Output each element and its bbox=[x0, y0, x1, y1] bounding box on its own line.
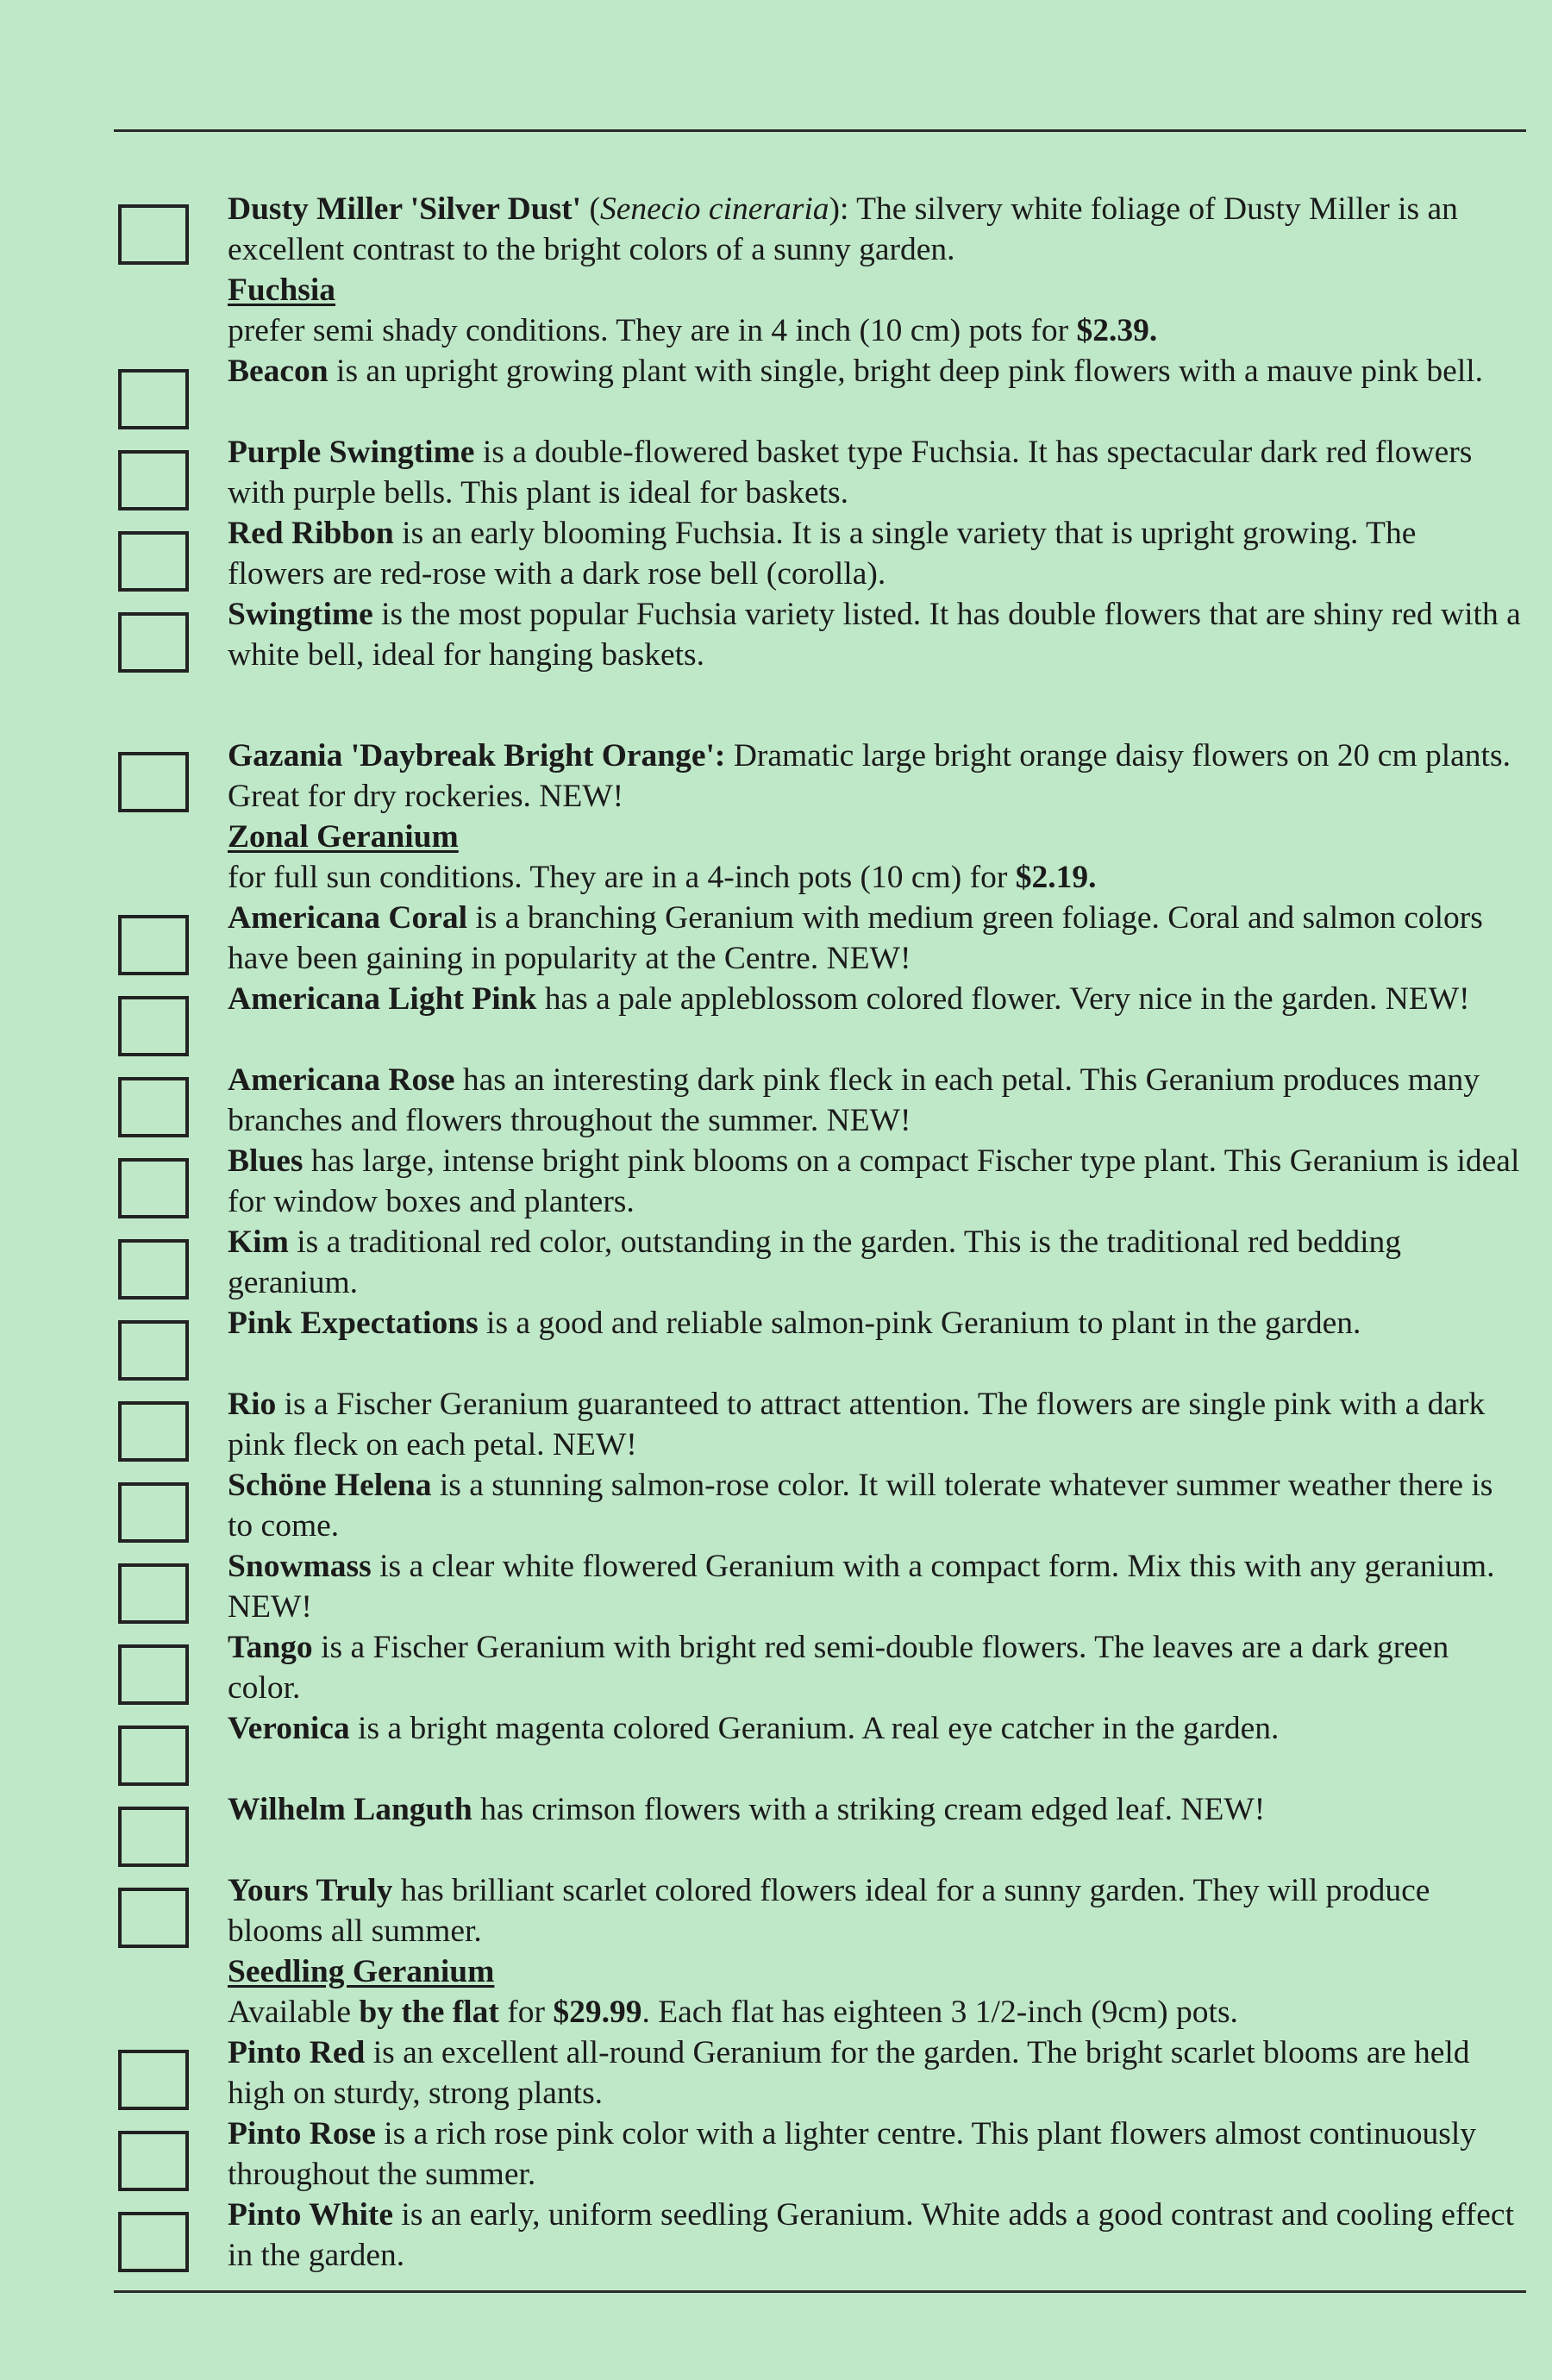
item-name: Purple Swingtime bbox=[228, 435, 475, 470]
item-name: Pinto Red bbox=[228, 2035, 366, 2070]
item-schone-helena bbox=[228, 1465, 1521, 1546]
bottom-rule bbox=[114, 2290, 1526, 2293]
checkbox-pinto-white[interactable] bbox=[118, 2212, 189, 2272]
checkbox-yours-truly[interactable] bbox=[118, 1888, 189, 1948]
item-snowmass bbox=[228, 1546, 1521, 1627]
latin-name: Senecio cineraria bbox=[599, 191, 829, 227]
item-desc: has a pale appleblossom colored flower. Very nice in the garden. NEW! bbox=[536, 981, 1470, 1017]
item-pinto-rose bbox=[228, 2114, 1521, 2195]
section-intro-fuchsia bbox=[228, 310, 1521, 351]
item-name: Schöne Helena bbox=[228, 1468, 432, 1503]
section-heading-seedling-geranium: Seedling Geranium bbox=[228, 1954, 495, 1989]
checkbox-pinto-red[interactable] bbox=[118, 2050, 189, 2110]
item-name: Pink Expectations bbox=[228, 1306, 479, 1341]
checkbox-schone-helena[interactable] bbox=[118, 1482, 189, 1543]
top-rule bbox=[114, 129, 1526, 132]
item-desc: is an early blooming Fuchsia. It is a single variety that is upright growing. The flowers are red-rose with a dark rose bell (corolla). bbox=[228, 516, 1417, 592]
section-intro-zonal-geranium bbox=[228, 857, 1521, 898]
item-desc: is a Fischer Geranium guaranteed to attract attention. The flowers are single pink with a dark pink fleck on each petal. NEW! bbox=[228, 1387, 1486, 1462]
item-desc: is a Fischer Geranium with bright red semi-double flowers. The leaves are a dark green color. bbox=[228, 1630, 1449, 1706]
price: $2.39. bbox=[1076, 313, 1158, 348]
checkbox-veronica[interactable] bbox=[118, 1726, 189, 1786]
item-desc: has brilliant scarlet colored flowers ideal for a sunny garden. They will produce blooms all summer. bbox=[228, 1873, 1430, 1949]
checkbox-americana-light-pink[interactable] bbox=[118, 996, 189, 1056]
item-name: Swingtime bbox=[228, 597, 373, 632]
checkbox-beacon[interactable] bbox=[118, 369, 189, 429]
item-yours-truly bbox=[228, 1870, 1521, 1951]
item-pinto-red bbox=[228, 2032, 1521, 2114]
item-name: Wilhelm Languth bbox=[228, 1792, 472, 1827]
item-desc: is a good and reliable salmon-pink Geranium to plant in the garden. bbox=[478, 1306, 1361, 1341]
item-name: Rio bbox=[228, 1387, 277, 1422]
item-desc: is an early, uniform seedling Geranium. White adds a good contrast and cooling effect in the garden. bbox=[228, 2197, 1514, 2273]
item-beacon bbox=[228, 351, 1521, 391]
item-dusty-miller bbox=[228, 189, 1521, 270]
item-name: Blues bbox=[228, 1143, 304, 1179]
item-name: Veronica bbox=[228, 1711, 350, 1746]
intro-text: prefer semi shady conditions. They are in 4 inch (10 cm) pots for bbox=[228, 313, 1077, 348]
item-desc: is an upright growing plant with single, bright deep pink flowers with a mauve pink bell. bbox=[328, 354, 1484, 389]
item-desc: The silvery white foliage of Dusty Miller is an excellent contrast to the bright colors of a sunny garden. bbox=[228, 191, 1458, 267]
item-red-ribbon bbox=[228, 513, 1521, 594]
item-desc: is a clear white flowered Geranium with a compact form. Mix this with any geranium. NEW! bbox=[228, 1549, 1495, 1625]
checkbox-snowmass[interactable] bbox=[118, 1563, 189, 1624]
item-name: Beacon bbox=[228, 354, 329, 389]
item-wilhelm-languth bbox=[228, 1789, 1521, 1830]
intro-text: for full sun conditions. They are in a 4-inch pots (10 cm) for bbox=[228, 860, 1016, 895]
item-blues bbox=[228, 1141, 1521, 1222]
checkbox-red-ribbon[interactable] bbox=[118, 531, 189, 592]
item-name: Kim bbox=[228, 1224, 289, 1260]
item-desc: is a stunning salmon-rose color. It will tolerate whatever summer weather there is to come. bbox=[228, 1468, 1493, 1544]
item-desc: has large, intense bright pink blooms on a compact Fischer type plant. This Geranium is ideal for window boxes and planters. bbox=[228, 1143, 1520, 1219]
item-desc: is a double-flowered basket type Fuchsia. It has spectacular dark red flowers with purple bells. This plant is ideal for baskets. bbox=[228, 435, 1473, 510]
item-name: Yours Truly bbox=[228, 1873, 393, 1908]
intro-emphasis: by the flat bbox=[359, 1995, 499, 2030]
price: $2.19. bbox=[1015, 860, 1097, 895]
item-rio bbox=[228, 1384, 1521, 1465]
checkbox-rio[interactable] bbox=[118, 1401, 189, 1462]
checkbox-dusty-miller[interactable] bbox=[118, 204, 189, 265]
checkbox-americana-rose[interactable] bbox=[118, 1077, 189, 1137]
checkbox-purple-swingtime[interactable] bbox=[118, 450, 189, 510]
item-name: Americana Rose bbox=[228, 1062, 455, 1098]
item-americana-light-pink bbox=[228, 979, 1521, 1019]
item-desc: is a branching Geranium with medium green foliage. Coral and salmon colors have been gaining in popularity at the Centre. NEW! bbox=[228, 900, 1483, 976]
checkbox-pinto-rose[interactable] bbox=[118, 2131, 189, 2191]
item-desc: is a bright magenta colored Geranium. A real eye catcher in the garden. bbox=[349, 1711, 1280, 1746]
item-purple-swingtime bbox=[228, 432, 1521, 513]
item-desc: is an excellent all-round Geranium for the garden. The bright scarlet blooms are held high on sturdy, strong plants. bbox=[228, 2035, 1470, 2111]
item-swingtime bbox=[228, 594, 1521, 675]
item-name: Red Ribbon bbox=[228, 516, 394, 551]
item-desc: has an interesting dark pink fleck in each petal. This Geranium produces many branches and flowers throughout the summer. NEW! bbox=[228, 1062, 1480, 1138]
checkbox-blues[interactable] bbox=[118, 1158, 189, 1218]
section-heading-zonal-geranium: Zonal Geranium bbox=[228, 819, 459, 855]
item-desc: is a rich rose pink color with a lighter centre. This plant flowers almost continuously throughout the summer. bbox=[228, 2116, 1476, 2192]
checkbox-kim[interactable] bbox=[118, 1239, 189, 1300]
item-desc: is the most popular Fuchsia variety listed. It has double flowers that are shiny red with a white bell, ideal for hanging baskets. bbox=[228, 597, 1521, 673]
checkbox-americana-coral[interactable] bbox=[118, 915, 189, 975]
item-name: Gazania 'Daybreak Bright Orange': bbox=[228, 738, 726, 774]
item-name: Snowmass bbox=[228, 1549, 372, 1584]
checkbox-swingtime[interactable] bbox=[118, 612, 189, 673]
intro-text: . Each flat has eighteen 3 1/2-inch (9cm) pots. bbox=[641, 1995, 1238, 2030]
item-name: Pinto White bbox=[228, 2197, 394, 2233]
item-americana-coral bbox=[228, 898, 1521, 979]
latin-open: ( bbox=[581, 191, 600, 227]
item-kim bbox=[228, 1222, 1521, 1303]
checkbox-wilhelm-languth[interactable] bbox=[118, 1807, 189, 1867]
latin-close: ): bbox=[829, 191, 849, 227]
intro-text: Available bbox=[228, 1995, 360, 2030]
item-veronica bbox=[228, 1708, 1521, 1749]
item-desc: Dramatic large bright orange daisy flowers on 20 cm plants. Great for dry rockeries. NEW! bbox=[228, 738, 1511, 814]
section-intro-seedling-geranium bbox=[228, 1992, 1521, 2032]
item-pinto-white bbox=[228, 2195, 1521, 2276]
item-americana-rose bbox=[228, 1060, 1521, 1141]
item-desc: is a traditional red color, outstanding in the garden. This is the traditional red bedding geranium. bbox=[228, 1224, 1402, 1300]
item-name: Dusty Miller 'Silver Dust' bbox=[228, 191, 582, 227]
checkbox-gazania[interactable] bbox=[118, 752, 189, 812]
item-desc: has crimson flowers with a striking cream edged leaf. NEW! bbox=[472, 1792, 1266, 1827]
item-name: Americana Coral bbox=[228, 900, 468, 936]
item-pink-expectations bbox=[228, 1303, 1521, 1343]
item-name: Pinto Rose bbox=[228, 2116, 376, 2151]
intro-text: for bbox=[498, 1995, 554, 2030]
item-name: Americana Light Pink bbox=[228, 981, 537, 1017]
item-tango bbox=[228, 1627, 1521, 1708]
price: $29.99 bbox=[553, 1995, 642, 2030]
item-gazania bbox=[228, 736, 1521, 817]
item-name: Tango bbox=[228, 1630, 313, 1665]
checkbox-pink-expectations[interactable] bbox=[118, 1320, 189, 1381]
checkbox-tango[interactable] bbox=[118, 1644, 189, 1705]
section-heading-fuchsia: Fuchsia bbox=[228, 272, 336, 308]
